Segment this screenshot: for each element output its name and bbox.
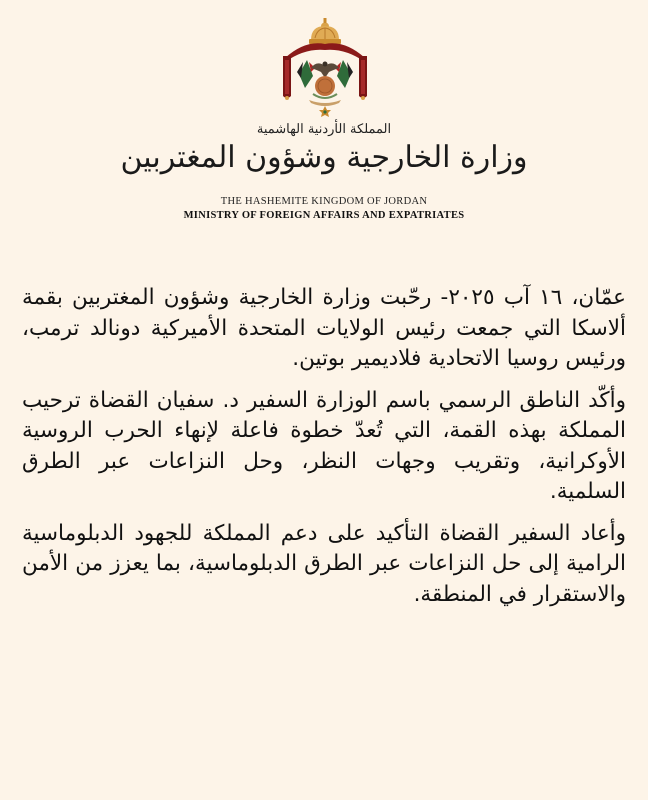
ministry-name-arabic: وزارة الخارجية وشؤون المغتربين — [120, 140, 528, 175]
crown-icon — [309, 18, 341, 44]
paragraph-3: وأعاد السفير القضاة التأكيد على دعم المملكة للجهود الدبلوماسية الرامية إلى حل النزاعات عبر الطرق الدبلوماسية، بما يعزز من الأمن والاستقرار في المنطقة. — [22, 520, 626, 607]
eagle-icon — [311, 62, 339, 79]
kingdom-name-arabic: المملكة الأردنية الهاشمية — [256, 122, 392, 137]
order-star-icon — [319, 106, 331, 117]
jordan-coat-of-arms-icon — [275, 16, 375, 120]
paragraph-2: وأكّد الناطق الرسمي باسم الوزارة السفير د. سفيان القضاة ترحيب المملكة بهذه القمة، التي تُعدّ خطوة فاعلة لإنهاء الحرب الروسية الأوكرانية، وتقريب وجهات النظر، وحل النزاعات عبر الطرق السلمية. — [22, 387, 626, 504]
kingdom-name-english: THE HASHEMITE KINGDOM OF JORDAN — [220, 196, 428, 207]
press-release-body — [22, 283, 626, 621]
ministry-name-english: MINISTRY OF FOREIGN AFFAIRS AND EXPATRIATES — [183, 210, 465, 221]
paragraph-1: عمّان، ١٦ آب ٢٠٢٥- رحّبت وزارة الخارجية وشؤون المغتربين بقمة ألاسكا التي جمعت رئيس الولايات المتحدة الأميركية دونالد ترمب، ورئيس روسيا الاتحادية فلاديمير بوتين. — [22, 285, 627, 371]
